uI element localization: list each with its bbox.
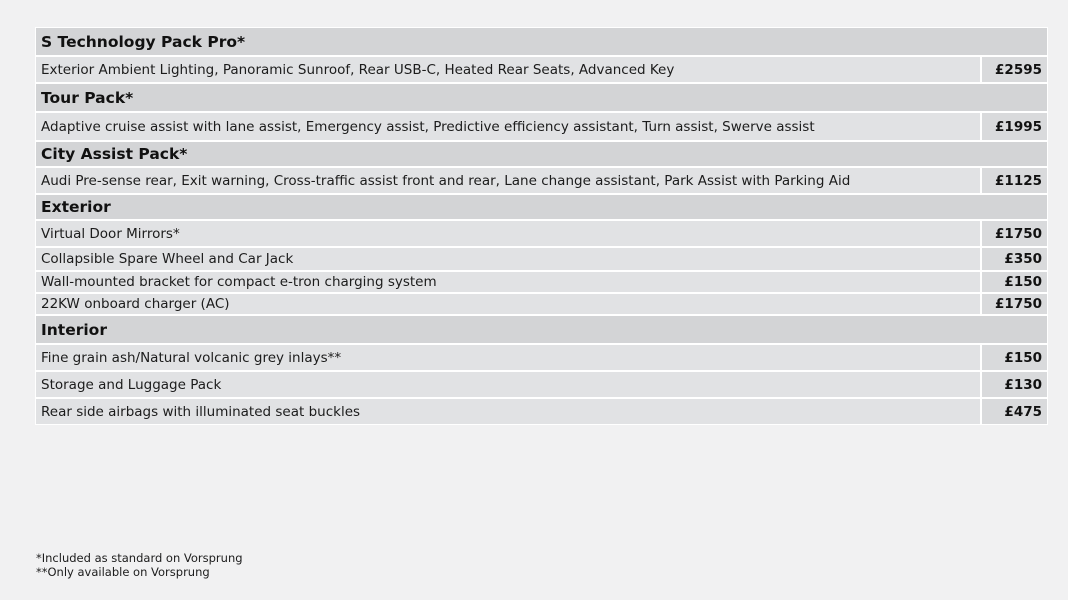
- footnotes: [36, 551, 243, 579]
- table-row: [36, 113, 1047, 140]
- item-description: Rear side airbags with illuminated seat buckles: [36, 399, 980, 424]
- table-row: [36, 248, 1047, 270]
- footnote-standard-on-vorsprung: *Included as standard on Vorsprung: [36, 551, 243, 565]
- table-row: [36, 272, 1047, 292]
- table-row: [36, 294, 1047, 314]
- item-price: £475: [982, 399, 1047, 424]
- section-header-city-assist-pack: City Assist Pack*: [36, 142, 1047, 166]
- item-price: £150: [982, 272, 1047, 292]
- item-description: Adaptive cruise assist with lane assist, Emergency assist, Predictive efficiency assistant, Turn assist, Swerve assist: [36, 113, 980, 140]
- item-price: £150: [982, 345, 1047, 370]
- item-price: £1750: [982, 221, 1047, 246]
- item-description: Audi Pre-sense rear, Exit warning, Cross-traffic assist front and rear, Lane change assistant, Park Assist with Parking Aid: [36, 168, 980, 193]
- item-description: Wall-mounted bracket for compact e-tron charging system: [36, 272, 980, 292]
- footnote-only-on-vorsprung: **Only available on Vorsprung: [36, 565, 210, 579]
- section-header-interior: Interior: [36, 316, 1047, 343]
- item-price: £1995: [982, 113, 1047, 140]
- table-row: [36, 57, 1047, 82]
- table-row: [36, 345, 1047, 370]
- item-price: £1750: [982, 294, 1047, 314]
- item-description: 22KW onboard charger (AC): [36, 294, 980, 314]
- options-table: [35, 27, 1048, 425]
- section-header-exterior: Exterior: [36, 195, 1047, 219]
- item-description: Virtual Door Mirrors*: [36, 221, 980, 246]
- item-price: £350: [982, 248, 1047, 270]
- table-row: [36, 399, 1047, 424]
- section-header-s-technology-pack-pro: S Technology Pack Pro*: [36, 28, 1047, 55]
- table-row: [36, 372, 1047, 397]
- section-header-tour-pack: Tour Pack*: [36, 84, 1047, 111]
- table-row: [36, 221, 1047, 246]
- item-description: Exterior Ambient Lighting, Panoramic Sunroof, Rear USB-C, Heated Rear Seats, Advanced Key: [36, 57, 980, 82]
- item-description: Fine grain ash/Natural volcanic grey inlays**: [36, 345, 980, 370]
- item-description: Storage and Luggage Pack: [36, 372, 980, 397]
- item-price: £130: [982, 372, 1047, 397]
- item-price: £1125: [982, 168, 1047, 193]
- item-description: Collapsible Spare Wheel and Car Jack: [36, 248, 980, 270]
- table-row: [36, 168, 1047, 193]
- item-price: £2595: [982, 57, 1047, 82]
